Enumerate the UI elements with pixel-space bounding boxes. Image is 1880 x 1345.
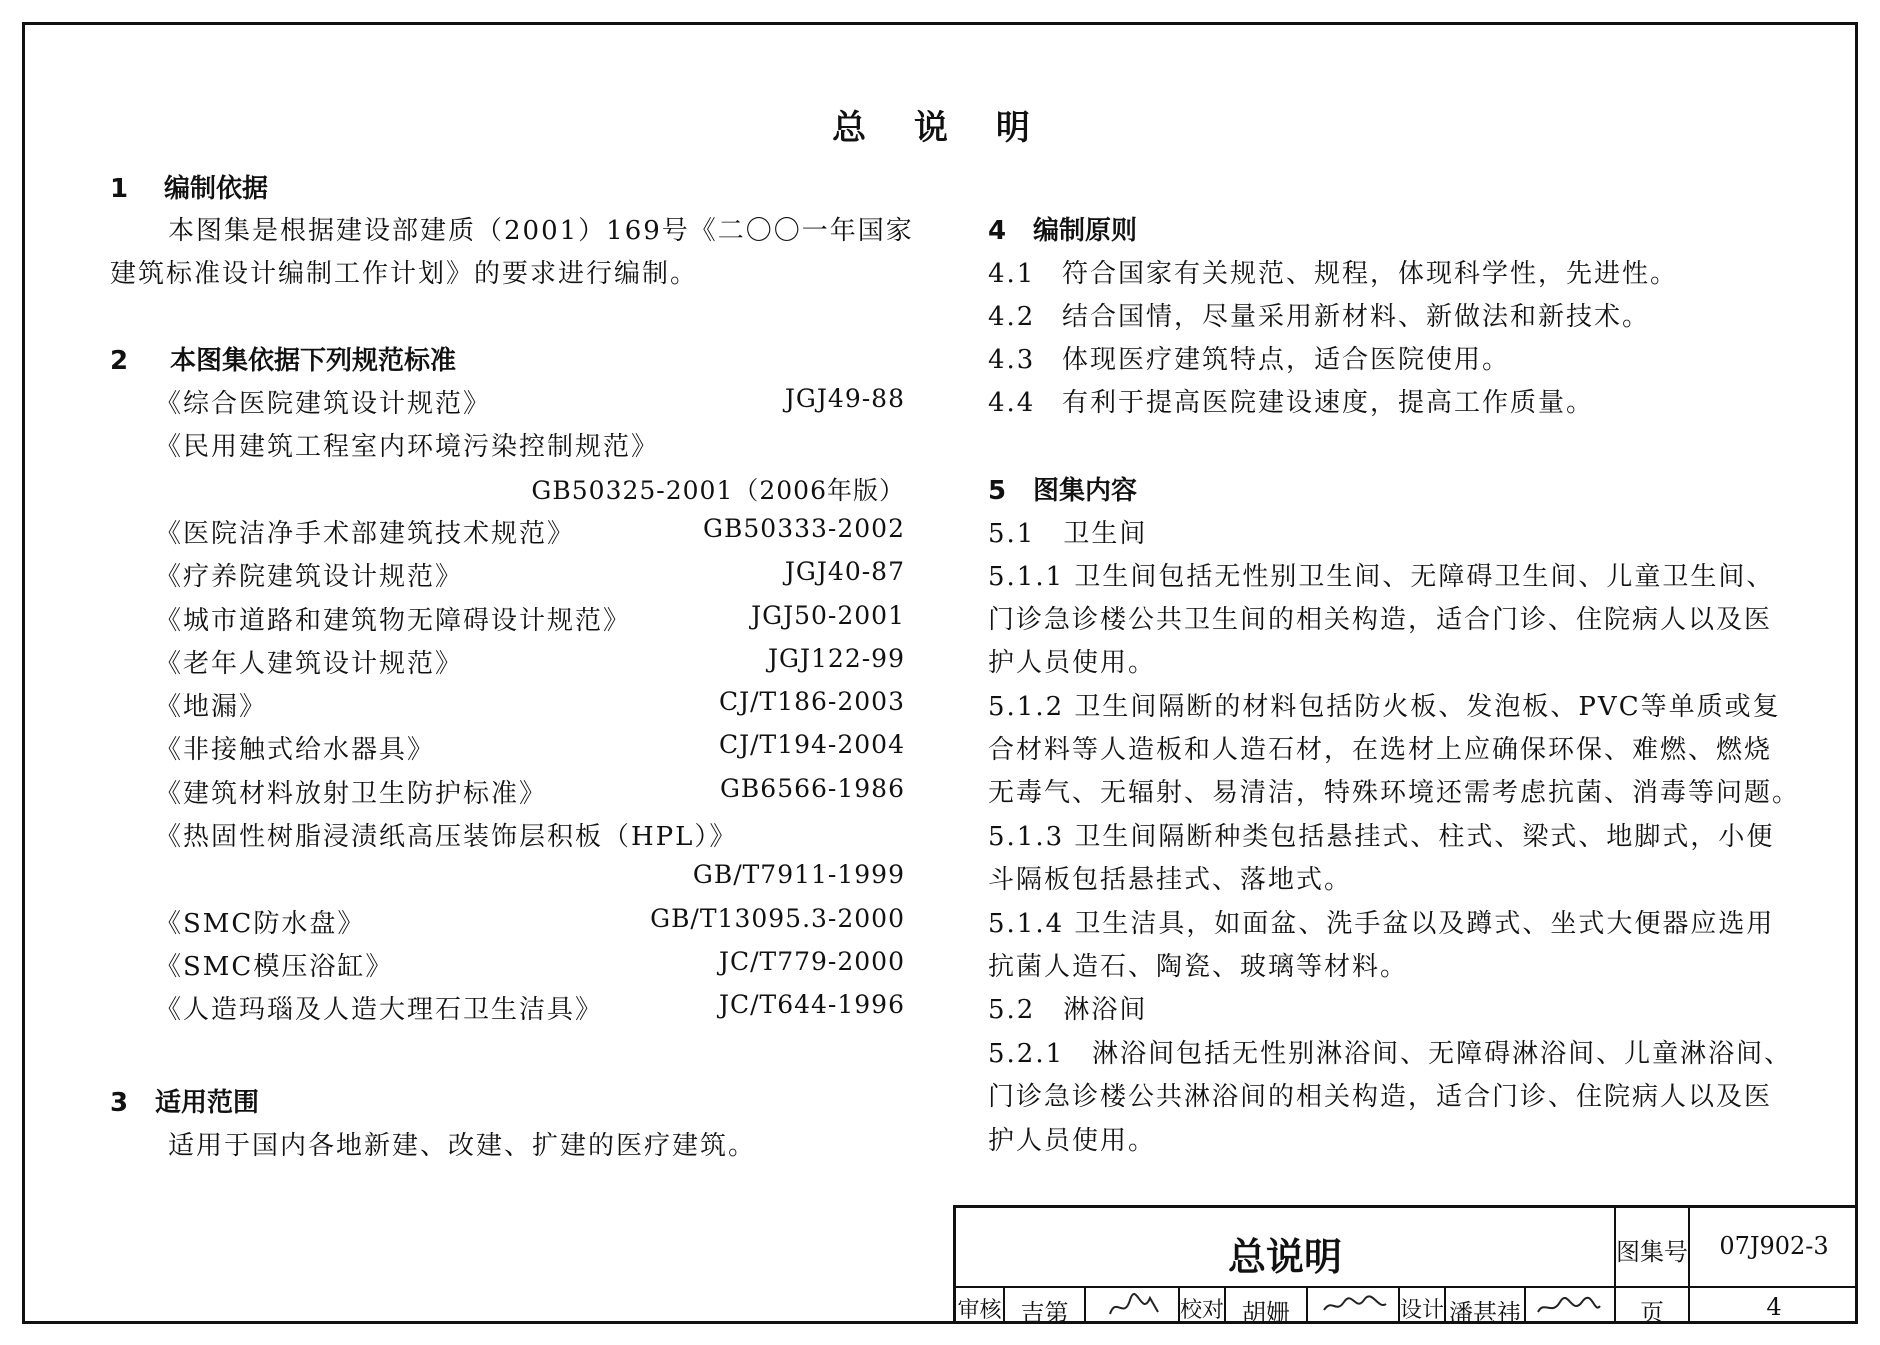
page-number: 4 [1766, 1293, 1782, 1321]
check-signature [1320, 1290, 1390, 1328]
content-line: 护人员使用。 [988, 648, 1157, 678]
content-line: 5.1.3 卫生间隔断种类包括悬挂式、柱式、梁式、地脚式，小便 [988, 822, 1775, 852]
review-label: 审核 [957, 1298, 1002, 1323]
title-block-vline [1306, 1286, 1308, 1324]
check-label: 校对 [1180, 1298, 1225, 1323]
standard-name: 《非接触式给水器具》 [155, 735, 436, 765]
standard-code: GB/T13095.3-2000 [650, 904, 905, 933]
standard-name: 《综合医院建筑设计规范》 [155, 389, 492, 419]
standard-code: GB6566-1986 [719, 774, 905, 803]
section-1-line-2: 建筑标准设计编制工作计划》的要求进行编制。 [110, 259, 699, 289]
content-line: 5.1.4 卫生洁具，如面盆、洗手盆以及蹲式、坐式大便器应选用 [988, 909, 1775, 939]
section-3-heading: 3 适用范围 [110, 1088, 260, 1118]
title-block [953, 1205, 1858, 1327]
standard-code: JC/T779-2000 [718, 947, 905, 976]
content-line: 5.1.1 卫生间包括无性别卫生间、无障碍卫生间、儿童卫生间、 [988, 562, 1775, 592]
standard-name: 《SMC防水盘》 [155, 909, 366, 939]
principle-item: 4.1 符合国家有关规范、规程，体现科学性，先进性。 [988, 259, 1679, 289]
page-title: 总 说 明 [832, 108, 1048, 148]
standard-code: CJ/T186-2003 [718, 687, 905, 716]
section-4-heading: 4 编制原则 [988, 216, 1138, 246]
standard-name: 《热固性树脂浸渍纸高压装饰层积板（HPL）》 [155, 822, 738, 852]
principle-item: 4.3 体现医疗建筑特点，适合医院使用。 [988, 345, 1511, 375]
page-label: 页 [1640, 1299, 1664, 1327]
standard-code: GB50333-2002 [703, 514, 905, 543]
content-line: 抗菌人造石、陶瓷、玻璃等材料。 [988, 952, 1409, 982]
principle-item: 4.2 结合国情，尽量采用新材料、新做法和新技术。 [988, 302, 1651, 332]
standard-code: JGJ122-99 [768, 644, 905, 673]
standard-code: GB/T7911-1999 [692, 860, 905, 889]
section-5-heading: 5 图集内容 [988, 476, 1138, 506]
standard-code: JC/T644-1996 [718, 990, 905, 1019]
standard-name: 《城市道路和建筑物无障碍设计规范》 [155, 606, 632, 636]
standard-name: 《老年人建筑设计规范》 [155, 649, 464, 679]
design-signature [1534, 1290, 1604, 1328]
atlas-number: 07J902-3 [1719, 1232, 1829, 1260]
content-line: 5.2.1 淋浴间包括无性别淋浴间、无障碍淋浴间、儿童淋浴间、 [988, 1039, 1793, 1069]
standard-name: 《疗养院建筑设计规范》 [155, 562, 464, 592]
standard-name: 《建筑材料放射卫生防护标准》 [155, 779, 548, 809]
review-signature [1106, 1290, 1166, 1328]
standard-code: GB50325-2001（2006年版） [531, 476, 905, 505]
section-2-heading: 2 本图集依据下列规范标准 [110, 346, 457, 376]
title-block-vline [1524, 1286, 1526, 1324]
title-block-vline [1084, 1286, 1086, 1324]
standard-name: 《SMC模压浴缸》 [155, 952, 394, 982]
standard-code: CJ/T194-2004 [718, 730, 905, 759]
standard-code: JGJ50-2001 [751, 601, 905, 630]
design-label: 设计 [1400, 1298, 1445, 1323]
content-line: 5.1 卫生间 [988, 519, 1148, 549]
standard-code: JGJ49-88 [784, 384, 905, 413]
content-line: 合材料等人造板和人造石材，在选材上应确保环保、难燃、燃烧 [988, 735, 1773, 765]
drawing-title: 总说明 [1227, 1235, 1342, 1279]
section-1-line-1: 本图集是根据建设部建质（2001）169号《二〇〇一年国家 [168, 216, 914, 246]
standard-code: JGJ40-87 [784, 557, 905, 586]
title-block-divider [956, 1286, 1858, 1288]
standard-name: 《人造玛瑙及人造大理石卫生洁具》 [155, 995, 604, 1025]
content-line: 门诊急诊楼公共卫生间的相关构造，适合门诊、住院病人以及医 [988, 605, 1773, 635]
standard-name: 《医院洁净手术部建筑技术规范》 [155, 519, 576, 549]
standard-name: 《民用建筑工程室内环境污染控制规范》 [155, 432, 660, 462]
standard-name: 《地漏》 [155, 692, 268, 722]
content-line: 斗隔板包括悬挂式、落地式。 [988, 865, 1353, 895]
content-line: 门诊急诊楼公共淋浴间的相关构造，适合门诊、住院病人以及医 [988, 1082, 1773, 1112]
design-name: 潘甚祎 [1449, 1299, 1521, 1327]
content-line: 5.2 淋浴间 [988, 995, 1148, 1025]
principle-item: 4.4 有利于提高医院建设速度，提高工作质量。 [988, 388, 1595, 418]
section-3-line-1: 适用于国内各地新建、改建、扩建的医疗建筑。 [168, 1131, 757, 1161]
content-line: 护人员使用。 [988, 1126, 1157, 1156]
review-name: 吉第 [1020, 1299, 1069, 1327]
atlas-label: 图集号 [1616, 1238, 1688, 1266]
section-1-heading: 1 编制依据 [110, 174, 269, 204]
content-line: 5.1.2 卫生间隔断的材料包括防火板、发泡板、PVC等单质或复 [988, 692, 1781, 722]
check-name: 胡姗 [1242, 1299, 1290, 1327]
content-line: 无毒气、无辐射、易清洁，特殊环境还需考虑抗菌、消毒等问题。 [988, 778, 1801, 808]
